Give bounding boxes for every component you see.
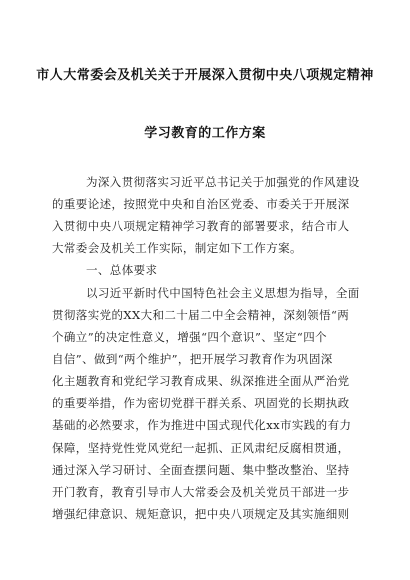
body-paragraph-line: 贯彻落实党的XX大和二十届二中全会精神，深刻领悟“两: [52, 308, 350, 322]
body-paragraph-line: 自信”、做到“两个维护”，把开展学习教育作为巩固深: [52, 352, 333, 366]
intro-paragraph-line: 入贯彻中央八项规定精神学习教育的部署要求，结合市人: [52, 219, 350, 233]
intro-paragraph-line: 的重要论述，按照党中央和自治区党委、市委关于开展深: [52, 197, 350, 211]
section-heading: 一、总体要求: [86, 263, 158, 277]
body-paragraph-line: 以习近平新时代中国特色社会主义思想为指导，全面: [86, 286, 360, 300]
body-paragraph-line: 通过深入学习研讨、全面查摆问题、集中整改整治、坚持: [52, 463, 350, 477]
intro-paragraph-line: 大常委会及机关工作实际，制定如下工作方案。: [52, 241, 302, 255]
document-title-line-2: 学习教育的工作方案: [144, 126, 266, 141]
body-paragraph-line: 开门教育，教育引导市人大常委会及机关党员干部进一步: [52, 485, 350, 499]
document-title-line-1: 市人大常委会及机关关于开展深入贯彻中央八项规定精神: [36, 68, 374, 83]
body-paragraph-line: 保障，坚持党性党风党纪一起抓、正风肃纪反腐相贯通，: [52, 441, 350, 455]
body-paragraph-line: 增强纪律意识、规矩意识，把中央八项规定及其实施细则: [52, 507, 350, 521]
body-paragraph-line: 基础的必然要求，作为推进中国式现代化xx市实践的有力: [52, 418, 352, 432]
intro-paragraph-line: 为深入贯彻落实习近平总书记关于加强党的作风建设: [86, 175, 360, 189]
body-paragraph-line: 化主题教育和党纪学习教育成果、纵深推进全面从严治党: [52, 374, 350, 388]
body-paragraph-line: 的重要举措，作为密切党群干群关系、巩固党的长期执政: [52, 396, 350, 410]
body-paragraph-line: 个确立”的决定性意义，增强“四个意识”、坚定“四个: [52, 330, 328, 344]
